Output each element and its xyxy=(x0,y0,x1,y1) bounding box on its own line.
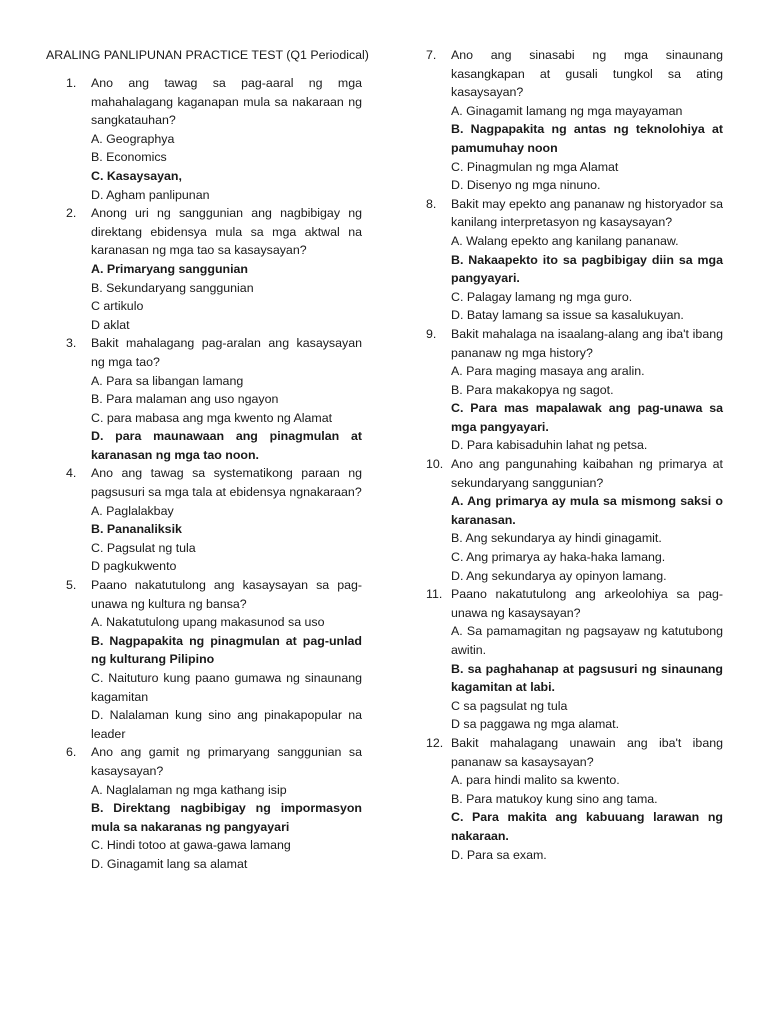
question-text: Paano nakatutulong ang arkeolohiya sa pag-unawa ng kasaysayan? xyxy=(451,587,723,620)
question-10 xyxy=(426,455,723,585)
answer-option-correct: A. Ang primarya ay mula sa mismong saksi o karanasan. xyxy=(451,494,723,527)
answer-option: C. Palagay lamang ng mga guro. xyxy=(451,289,633,304)
answer-option: C sa pagsulat ng tula xyxy=(451,698,568,713)
answer-option: A. Geographya xyxy=(91,131,175,146)
answer-option: D. Ang sekundarya ay opinyon lamang. xyxy=(451,568,667,583)
question-7 xyxy=(426,46,723,195)
question-3 xyxy=(66,334,362,464)
answer-option-correct: C. Para makita ang kabuuang larawan ng nakaraan. xyxy=(451,810,723,843)
question-text: Ano ang tawag sa systematikong paraan ng pagsusuri sa mga tala at ebidensya ngnakaraan? xyxy=(91,466,362,500)
question-4 xyxy=(66,464,362,576)
question-number: 5. xyxy=(66,578,77,593)
answer-option: A. Paglalakbay xyxy=(91,503,174,518)
question-text: Ano ang tawag sa pag-aaral ng mga mahahalagang kaganapan mula sa nakaraan ng sangkatauhan? xyxy=(91,76,362,128)
answer-option: D. Disenyo ng mga ninuno. xyxy=(451,178,601,193)
question-number: 7. xyxy=(426,48,437,62)
answer-option: A. Ginagamit lamang ng mga mayayaman xyxy=(451,103,683,118)
left-column xyxy=(66,74,362,874)
answer-option: B. Sekundaryang sanggunian xyxy=(91,280,254,295)
answer-option: A. Naglalaman ng mga kathang isip xyxy=(91,782,287,797)
answer-option: D. Batay lamang sa issue sa kasalukuyan. xyxy=(451,308,684,323)
answer-option: A. Walang epekto ang kanilang pananaw. xyxy=(451,233,679,248)
question-5 xyxy=(66,576,362,743)
answer-option: C. Ang primarya ay haka-haka lamang. xyxy=(451,550,666,565)
answer-option: B. Para matukoy kung sino ang tama. xyxy=(451,791,658,806)
question-text: Bakit mahalagang unawain ang iba't ibang pananaw sa kasaysayan? xyxy=(451,735,723,769)
page-title: ARALING PANLIPUNAN PRACTICE TEST (Q1 Periodical) xyxy=(46,48,369,62)
answer-option-correct: B. Pananaliksik xyxy=(91,522,182,537)
question-number: 4. xyxy=(66,466,77,481)
question-number: 3. xyxy=(66,336,77,351)
answer-option: D. Para kabisaduhin lahat ng petsa. xyxy=(451,438,648,453)
answer-option: A. Nakatutulong upang makasunod sa uso xyxy=(91,615,325,630)
answer-option-correct: A. Primaryang sanggunian xyxy=(91,261,248,276)
answer-option-correct: C. Para mas mapalawak ang pag-unawa sa mga pangyayari. xyxy=(451,401,723,434)
answer-option: B. Economics xyxy=(91,150,167,165)
answer-option: C. Naituturo kung paano gumawa ng sinaunang kagamitan xyxy=(91,671,362,704)
answer-option: A. Para maging masaya ang aralin. xyxy=(451,364,645,379)
question-9 xyxy=(426,325,723,455)
answer-option-correct: B. Nagpapakita ng antas ng teknolohiya at pamumuhay noon xyxy=(451,122,723,155)
answer-option: B. Para makakopya ng sagot. xyxy=(451,382,614,397)
question-text: Bakit mahalaga na isaalang-alang ang iba't ibang pananaw ng mga history? xyxy=(451,326,723,360)
question-number: 12. xyxy=(426,735,444,750)
question-1 xyxy=(66,74,362,204)
answer-option: D. Ginagamit lang sa alamat xyxy=(91,856,248,871)
right-column xyxy=(426,46,723,864)
answer-option: C. para mabasa ang mga kwento ng Alamat xyxy=(91,410,333,425)
answer-option: D sa paggawa ng mga alamat. xyxy=(451,717,620,732)
answer-option-correct: B. Direktang nagbibigay ng impormasyon mula sa nakaranas ng pangyayari xyxy=(91,801,362,834)
answer-option: A. Sa pamamagitan ng pagsayaw ng katutubong awitin. xyxy=(451,624,723,657)
question-number: 9. xyxy=(426,326,437,341)
question-12 xyxy=(426,734,723,864)
question-11 xyxy=(426,585,723,734)
answer-option: D pagkukwento xyxy=(91,559,177,574)
question-number: 10. xyxy=(426,457,444,472)
answer-option: D. Nalalaman kung sino ang pinakapopular na leader xyxy=(91,708,362,741)
question-text: Bakit may epekto ang pananaw ng historyador sa kanilang interpretasyon ng kasaysayan? xyxy=(451,196,723,230)
answer-option: D. Agham panlipunan xyxy=(91,187,210,202)
question-2 xyxy=(66,204,362,334)
answer-option-correct: D. para maunawaan ang pinagmulan at karanasan ng mga tao noon. xyxy=(91,429,362,462)
question-text: Paano nakatutulong ang kasaysayan sa pag-unawa ng kultura ng bansa? xyxy=(91,578,362,611)
answer-option-correct: B. Nakaapekto ito sa pagbibigay diin sa mga pangyayari. xyxy=(451,252,723,286)
answer-option: B. Para malaman ang uso ngayon xyxy=(91,392,279,407)
answer-option: D aklat xyxy=(91,317,130,332)
answer-option-correct: B. sa paghahanap at pagsusuri ng sinaunang kagamitan at labi. xyxy=(451,661,723,695)
question-text: Ano ang gamit ng primaryang sanggunian sa kasaysayan? xyxy=(91,745,362,778)
answer-option: C. Hindi totoo at gawa-gawa lamang xyxy=(91,838,291,853)
answer-option: B. Ang sekundarya ay hindi ginagamit. xyxy=(451,531,662,546)
question-number: 11. xyxy=(426,587,443,602)
question-8 xyxy=(426,195,723,325)
answer-option: A. Para sa libangan lamang xyxy=(91,373,244,388)
question-number: 6. xyxy=(66,745,77,760)
answer-option: D. Para sa exam. xyxy=(451,847,547,862)
question-text: Anong uri ng sanggunian ang nagbibigay ng direktang ebidensya mula sa mga aktwal na karanasan ng mga tao sa kasaysayan? xyxy=(91,206,362,258)
question-number: 1. xyxy=(66,76,77,90)
answer-option-correct: C. Kasaysayan, xyxy=(91,168,182,183)
answer-option: C. Pagsulat ng tula xyxy=(91,540,196,555)
answer-option: A. para hindi malito sa kwento. xyxy=(451,773,620,788)
question-text: Bakit mahalagang pag-aralan ang kasaysayan ng mga tao? xyxy=(91,336,362,369)
question-text: Ano ang pangunahing kaibahan ng primarya at sekundaryang sanggunian? xyxy=(451,457,723,490)
answer-option-correct: B. Nagpapakita ng pinagmulan at pag-unlad ng kulturang Pilipino xyxy=(91,633,362,667)
question-6 xyxy=(66,743,362,873)
question-number: 8. xyxy=(426,196,437,211)
answer-option: C artikulo xyxy=(91,299,144,314)
answer-option: C. Pinagmulan ng mga Alamat xyxy=(451,159,619,174)
question-number: 2. xyxy=(66,206,77,221)
question-text: Ano ang sinasabi ng mga sinaunang kasangkapan at gusali tungkol sa ating kasaysayan? xyxy=(451,48,723,100)
